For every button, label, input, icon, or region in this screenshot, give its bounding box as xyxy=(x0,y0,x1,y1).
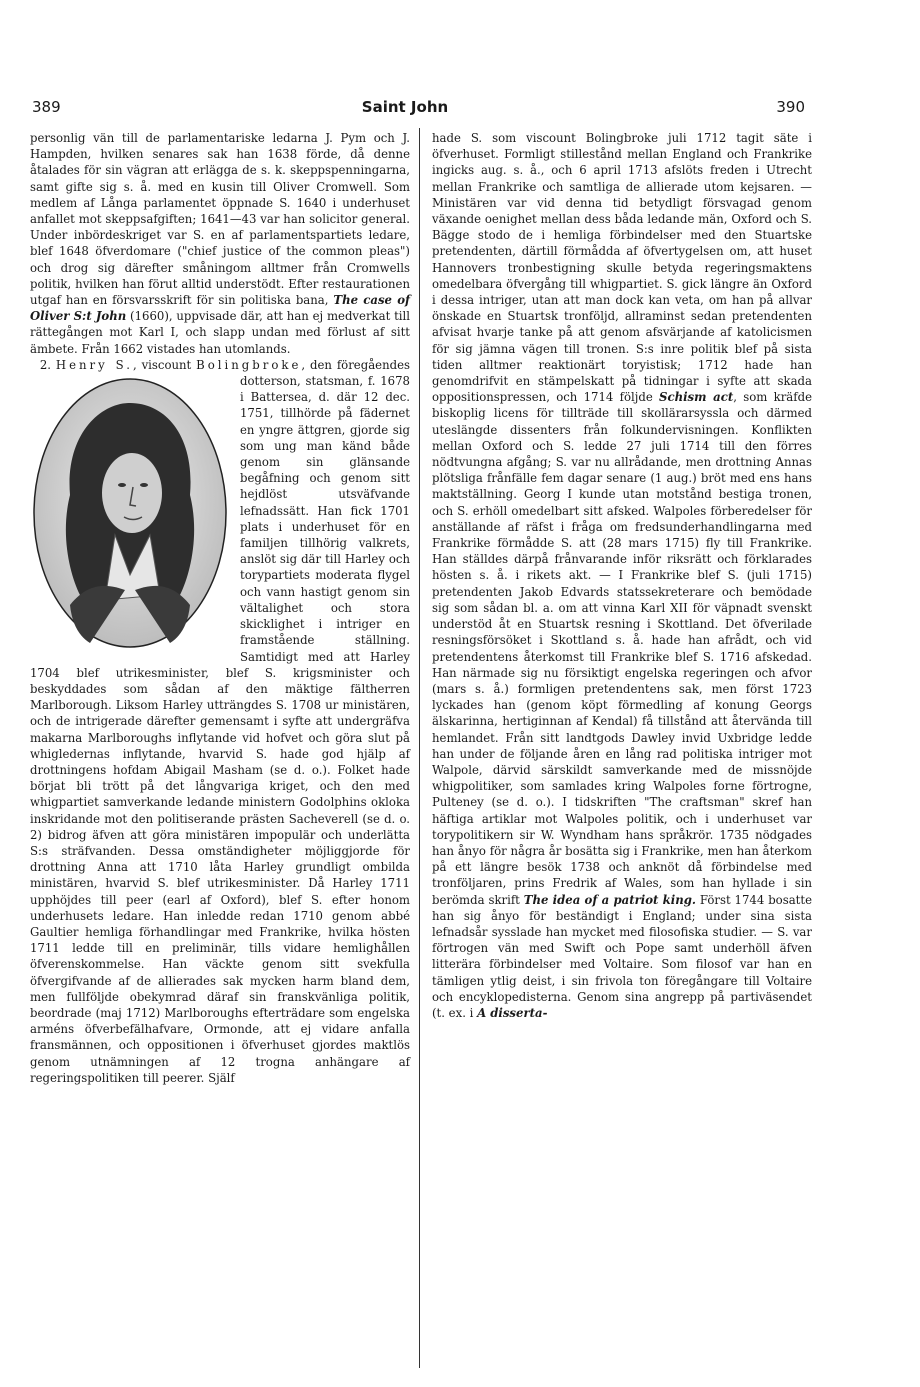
right-p1-text: hade S. som viscount Bolingbroke juli 1712 tagit säte i öfverhuset. Formligt stillestånd mellan England och Frankrike ingicks aug. s. å., och 6 april 1713 afslöts freden i Utrecht mellan Frankrike och samtliga de allierade utom kejsaren. — Ministären var vid denna tid betydligt försvagad genom växande oenighet mellan dess båda ledande män, Oxford och S. Bägge stodo de i hemliga förbindelser med den Stuartske pretendenten, därtill förmådda af öfvertygelsen om, att huset Hannovers tronbestigning skulle betyda regeringsmaktens omedelbara öfvergång till whigpartiet. S. gick längre än Oxford i dessa intriger, utan att man dock kan veta, om han på allvar önskade en Stuartsk tronföljd, allraminst sedan pretendenten afvisat hvarje tanke på att genom afsvärjande af katolicismen för sig jämna vägen till tronen. S:s inre politik blef på sista tiden alltmer reaktionärt toryistisk; 1712 hade han genomdrifvit en stämpelskatt på tidningar i syfte att skada oppositionspressen, och 1714 följde xyxy=(432,131,812,405)
right-p1-title3: A disserta- xyxy=(477,1005,548,1020)
left-paragraph-1 xyxy=(30,130,410,357)
left-p2-text: , den föregåendes dotterson, statsman, f. 1678 i Battersea, d. där 12 dec. 1751, tillhörde på fädernet en yngre ättgren, gjorde sig som ung man känd både genom sin glänsande begåfning och genom sitt hejdlöst utsväfvande lefnadssätt. Han fick 1701 plats i underhuset för en familjen tillhörig valkrets, anslöt sig där till Harley och torypartiets moderata flygel och vann hastigt genom sin vältalighet och stora skicklighet i intriger en framstående ställning. Samtidigt med att Harley 1704 blef utrikesminister, blef S. krigsminister och beskyddades som sådan af den mäktige fältherren Marlborough. Liksom Harley utträngdes S. 1708 ur ministären, och de intrigerade därefter gemensamt i syfte att undergräfva makarna Marlboroughs inflytande vid hofvet och göra slut på whigledernas inflytande, hvarvid S. hade god hjälp af drottningens hofdam Abigail Masham (se d. o.). Folket hade börjat bli trött på det långvariga kriget, och den med whigpartiet samverkande ledande ministern Godolphins okloka inskridande mot den politiserande prästen Sacheverell (se d. o. 2) bidrog äfven att göra ministären impopulär och underlätta S:s sträfvanden. Dessa omständigheter möjliggjorde för drottning Anna att 1710 låta Harley grundligt ombilda ministären, hvarvid S. blef utrikesminister. Då Harley 1711 upphöjdes till peer (earl af Oxford), blef S. efter honom underhusets ledare. Han inledde redan 1710 genom abbé Gaultier hemliga förhandlingar med Frankrike, hvilka hösten 1711 ledde till en preliminär, tills vidare hemlighållen öfverenskommelse. Han väckte genom sitt svekfulla öfvergifvande af de allierades sak mycken harm bland dem, men fullföljde obekymrad däraf sin franskvänliga politik, beordrade (maj 1712) Marlboroughs efterträdare som engelska arméns öfverbefälhafvare, Ormonde, att ej vidare anfalla fransmännen, och oppositionen i öfverhuset gjordes maktlös genom utnämningen af 12 trogna anhängare af regeringspolitiken till peerer. Själf xyxy=(30,357,411,1085)
left-p1-title: The case of Oliver S:t John xyxy=(30,293,411,324)
right-paragraph-1 xyxy=(432,130,812,1021)
entry-name-bolingbroke: Bolingbroke xyxy=(196,357,302,372)
page-header xyxy=(0,98,920,122)
left-p1-end: (1660), uppvisade där, att han ej medverkat till rättegången mot Karl I, och slapp undan med förlust af sitt ämbete. Från 1662 vistades han utomlands. xyxy=(30,309,410,356)
right-column xyxy=(432,130,812,1021)
portrait-engraving xyxy=(30,375,230,650)
entry-number: 2. xyxy=(39,357,51,372)
left-column xyxy=(30,130,410,1086)
entry-name-henry: Henry S. xyxy=(55,357,133,372)
portrait-image xyxy=(30,375,230,650)
left-page-number: 389 xyxy=(32,98,61,116)
right-page-number: 390 xyxy=(776,98,805,116)
right-p1-end: , som kräfde biskoplig licens för tillträde till skollärarsyssla och därmed uteslängde dissenters från folkundervisningen. Konflikten mellan Oxford och S. ledde 27 juli 1714 till den förres nödtvungna afgång; S. var nu allrådande, men drottning Annas plötsliga frånfälle fem dagar senare (1 aug.) bröt med ens hans maktställning. Georg I kunde utan motstånd bestiga tronen, och S. erhöll omedelbart sitt afsked. Walpoles förberedelser för anställande af räfst i fråga om fredsunderhandlingarna med Frankrike förmådde S. att (28 mars 1715) fly till Frankrike. Han ställdes därpå frånvarande inför riksrätt och förklarades hösten s. å. i rikets akt. — I Frankrike blef S. (juli 1715) pretendenten Jakob Edvards statssekreterare och bemödade sig som sådan bl. a. om att vinna Karl XII för väpnadt svenskt understöd åt en Stuartsk resning i Skottland. Det öfverilade resningsförsöket i Skottland s. å. hade han afrådt, och vid pretendentens återkomst till Frankrike blef S. 1716 afskedad. Han närmade sig nu försiktigt engelska regeringen och afvor (mars s. å.) formligen pretendentens sak, men först 1723 lyckades han (genom köpt förmedling af konung Georgs älskarinna, hertiginnan af Kendal) få tillstånd att återvända till hemlandet. Från sitt landtgods Dawley invid Uxbridge ledde han under de följande åren en lång rad politiska intriger mot Walpole, därvid särskildt samverkande med de missnöjde whigpolitiker, som samlades kring Walpoles forne förtrogne, Pulteney (se d. o.). I tidskriften "The craftsman" skref han häftiga artiklar mot Walpoles politik, och i underhuset var torypolitikern sir W. Wyndham hans språkrör. 1735 nödgades han ånyo för några år bosätta sig i Frankrike, men han återkom på ett längre besök 1738 och anknöt då förbindelse med tronföljaren, prins Fredrik af Wales, som han hyllade i sin berömda skrift xyxy=(432,390,812,907)
left-p1-text: personlig vän till de parlamentariske ledarna J. Pym och J. Hampden, hvilken senares sak han 1638 förde, då denne åtalades för sin vägran att erlägga de s. k. skeppspenningarna, samt gifte sig s. å. med en kusin till Oliver Cromwell. Som medlem af Långa parlamentet öppnade S. 1640 i underhuset anfallet mot skeppsafgiften; 1641—43 var han solicitor general. Under inbördeskriget var S. en af parlamentspartiets ledare, blef 1648 öfverdomare ("chief justice of the common pleas") och drog sig därefter småningom alltmer från Cromwells politik, hvilken han förut alltid understödt. Efter restaurationen utgaf han en försvarsskrift för sin politiska bana, xyxy=(30,131,410,308)
running-title: Saint John xyxy=(361,98,449,116)
entry-mid: , viscount xyxy=(132,357,192,372)
right-p1-title2: The idea of a patriot king. xyxy=(523,892,696,907)
left-paragraph-2 xyxy=(30,357,410,1086)
right-p1-end2: Först 1744 bosatte han sig ånyo för beständigt i England; under sina sista lefnadsår sysslade han mycket med filosofiska studier. — S. var förtrogen vän med Swift och Pope samt underhöll äfven litterära förbindelser med Voltaire. Som filosof var han en tämligen ytlig deist, i sin frivola ton föregångare till Voltaire och encyklopedisterna. Genom sina angrepp på partiväsendet (t. ex. i xyxy=(432,892,812,1020)
column-divider xyxy=(419,128,420,1368)
right-p1-title: Schism act xyxy=(659,390,734,405)
